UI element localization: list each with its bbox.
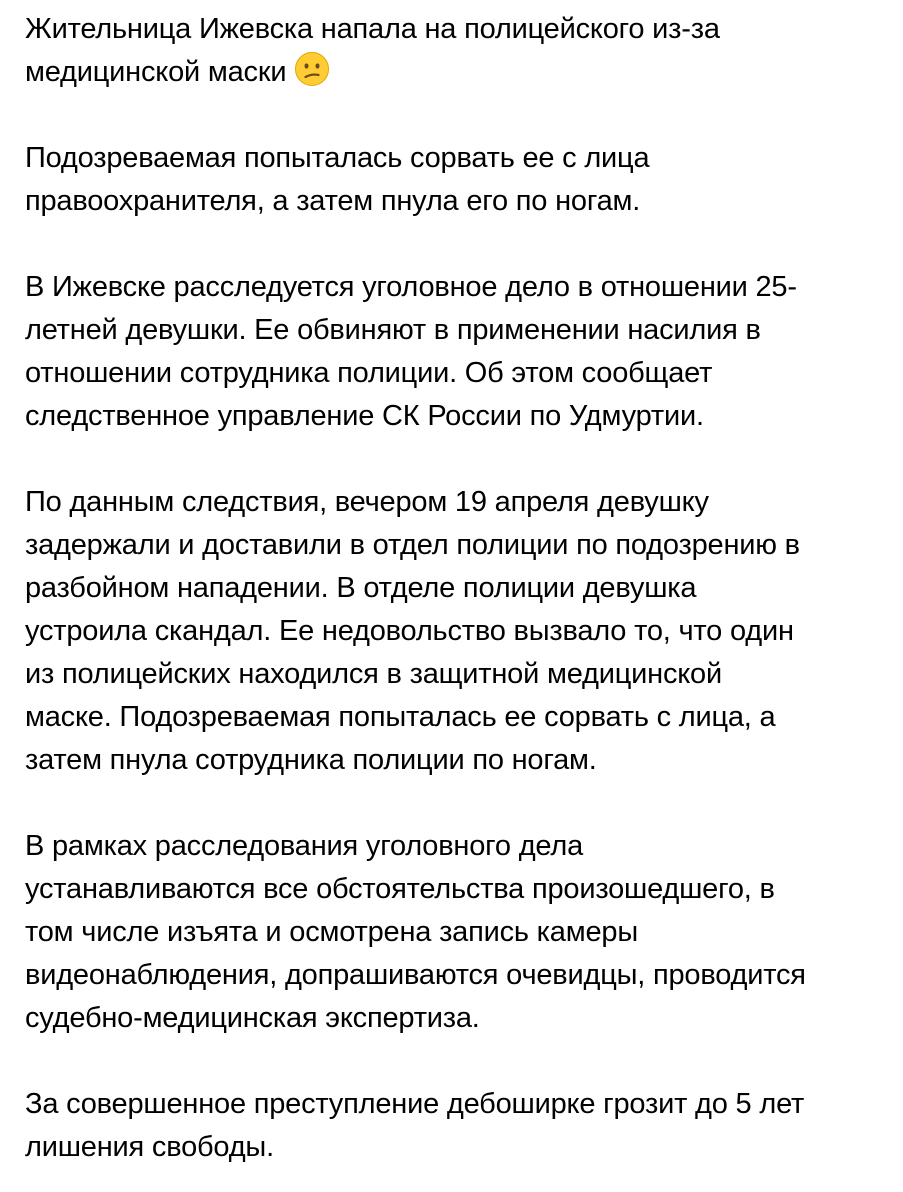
headline-line: медицинской маски [25, 51, 883, 94]
post-body [25, 8, 883, 1169]
paragraph-line: В Ижевске расследуется уголовное дело в отношении 25- [25, 271, 797, 303]
paragraph-line: За совершенное преступление дебоширке грозит до 5 лет [25, 1088, 805, 1120]
paragraph-line: видеонаблюдения, допрашиваются очевидцы, проводится [25, 959, 806, 991]
paragraph-line: следственное управление СК России по Удмуртии. [25, 400, 704, 432]
paragraph-line: том числе изъята и осмотрена запись камеры [25, 916, 638, 948]
confused-face-icon [294, 51, 330, 100]
paragraph-line: Подозреваемая попыталась сорвать ее с лица [25, 142, 650, 174]
paragraph-line: лишения свободы. [25, 1131, 274, 1163]
paragraph-line: В рамках расследования уголовного дела [25, 830, 584, 862]
paragraph-line: затем пнула сотрудника полиции по ногам. [25, 744, 597, 776]
paragraph-line: отношении сотрудника полиции. Об этом сообщает [25, 357, 713, 389]
paragraph-line: правоохранителя, а затем пнула его по ногам. [25, 185, 641, 217]
paragraph-line: устанавливаются все обстоятельства произошедшего, в [25, 873, 775, 905]
paragraph-line: летней девушки. Ее обвиняют в применении насилия в [25, 314, 761, 346]
paragraph-line: из полицейских находился в защитной медицинской [25, 658, 722, 690]
paragraph-line: По данным следствия, вечером 19 апреля девушку [25, 486, 709, 518]
paragraph-line: разбойном нападении. В отделе полиции девушка [25, 572, 697, 604]
paragraph-line: устроила скандал. Ее недовольство вызвало то, что один [25, 615, 794, 647]
paragraph-line: маске. Подозреваемая попыталась ее сорвать с лица, а [25, 701, 776, 733]
paragraph-line: судебно-медицинская экспертиза. [25, 1002, 480, 1034]
headline-line: Жительница Ижевска напала на полицейского из-за [25, 13, 720, 45]
paragraph-line: задержали и доставили в отдел полиции по подозрению в [25, 529, 800, 561]
